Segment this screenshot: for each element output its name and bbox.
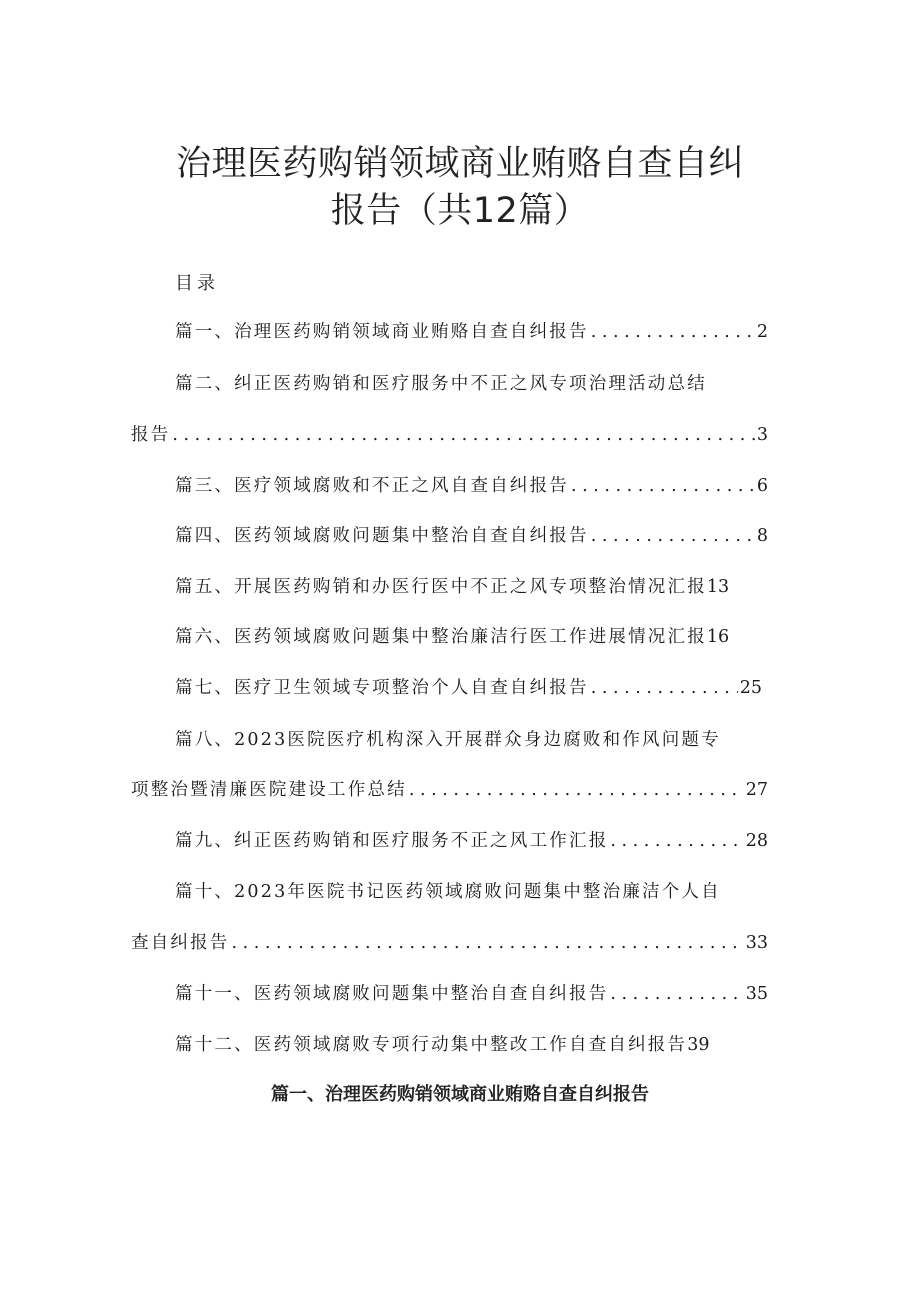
document-title-line-2: 报告（共12篇） bbox=[330, 191, 590, 231]
leader-dots bbox=[610, 827, 743, 855]
toc-entry-page: 39 bbox=[687, 1035, 710, 1055]
toc-entry-line-2 bbox=[131, 421, 768, 449]
toc-entry-text: 篇十一、医药领域腐败问题集中整治自查自纠报告 bbox=[175, 984, 609, 1004]
toc-entry-page: 35 bbox=[745, 984, 768, 1004]
leader-dots bbox=[571, 472, 755, 500]
toc-entry-text: 篇六、医药领域腐败问题集中整治廉洁行医工作进展情况汇报 bbox=[175, 627, 707, 647]
toc-entry-page: 2 bbox=[756, 322, 768, 342]
toc-entry-text: 篇八、2023医院医疗机构深入开展群众身边腐败和作风问题专 bbox=[175, 730, 721, 750]
leader-dots bbox=[232, 929, 744, 957]
toc-entry-line-1 bbox=[175, 878, 775, 906]
toc-entry bbox=[175, 674, 762, 702]
toc-entry-text: 篇一、治理医药购销领域商业贿赂自查自纠报告 bbox=[175, 322, 589, 342]
toc-entry-page: 33 bbox=[745, 933, 768, 953]
toc-entry-text: 篇七、医疗卫生领域专项整治个人自查自纠报告 bbox=[175, 678, 589, 698]
toc-entry-page: 25 bbox=[739, 678, 762, 698]
leader-dots bbox=[591, 522, 755, 550]
toc-label: 目录 bbox=[175, 273, 219, 294]
toc-entry-text: 篇二、纠正医药购销和医疗服务中不正之风专项治理活动总结 bbox=[175, 374, 707, 394]
leader-dots bbox=[591, 674, 738, 702]
toc-entry bbox=[175, 318, 768, 346]
toc-entry-line-2 bbox=[131, 776, 768, 804]
toc-entry-text: 篇三、医疗领域腐败和不正之风自查自纠报告 bbox=[175, 476, 569, 496]
toc-entry-page: 28 bbox=[745, 831, 768, 851]
toc-entry-text: 报告 bbox=[131, 425, 171, 445]
leader-dots bbox=[409, 776, 744, 804]
toc-entry-page: 8 bbox=[756, 526, 768, 546]
toc-entry-page: 3 bbox=[756, 425, 768, 445]
toc-entry-line-2 bbox=[131, 929, 768, 957]
leader-dots bbox=[610, 980, 743, 1008]
toc-entry bbox=[175, 1031, 775, 1059]
toc-entry bbox=[175, 623, 775, 651]
toc-entry bbox=[175, 522, 768, 550]
leader-dots bbox=[172, 421, 754, 449]
toc-entry-page: 16 bbox=[706, 627, 730, 647]
toc-entry bbox=[175, 827, 768, 855]
toc-entry-line-1 bbox=[175, 726, 775, 754]
toc-entry-line-1 bbox=[175, 370, 768, 398]
toc-entry-page: 27 bbox=[745, 780, 768, 800]
document-title-line-1: 治理医药购销领域商业贿赂自查自纠 bbox=[175, 144, 744, 184]
toc-entry-text: 查自纠报告 bbox=[131, 933, 230, 953]
toc-entry-text: 篇五、开展医药购销和办医行医中不正之风专项整治情况汇报 bbox=[175, 577, 707, 597]
toc-entry bbox=[175, 573, 775, 601]
toc-entry-text: 篇十二、医药领域腐败专项行动集中整改工作自查自纠报告 bbox=[175, 1035, 688, 1055]
leader-dots bbox=[591, 318, 755, 346]
toc-entry-text: 篇十、2023年医院书记医药领域腐败问题集中整治廉洁个人自 bbox=[175, 882, 721, 902]
toc-entry-text: 篇九、纠正医药购销和医疗服务不正之风工作汇报 bbox=[175, 831, 609, 851]
toc-entry-page: 13 bbox=[706, 577, 730, 597]
section-heading: 篇一、治理医药购销领域商业贿赂自查自纠报告 bbox=[271, 1084, 649, 1105]
toc-entry-page: 6 bbox=[756, 476, 768, 496]
toc-entry bbox=[175, 980, 768, 1008]
toc-entry bbox=[175, 472, 768, 500]
toc-entry-text: 篇四、医药领域腐败问题集中整治自查自纠报告 bbox=[175, 526, 589, 546]
toc-entry-text: 项整治暨清廉医院建设工作总结 bbox=[131, 780, 407, 800]
